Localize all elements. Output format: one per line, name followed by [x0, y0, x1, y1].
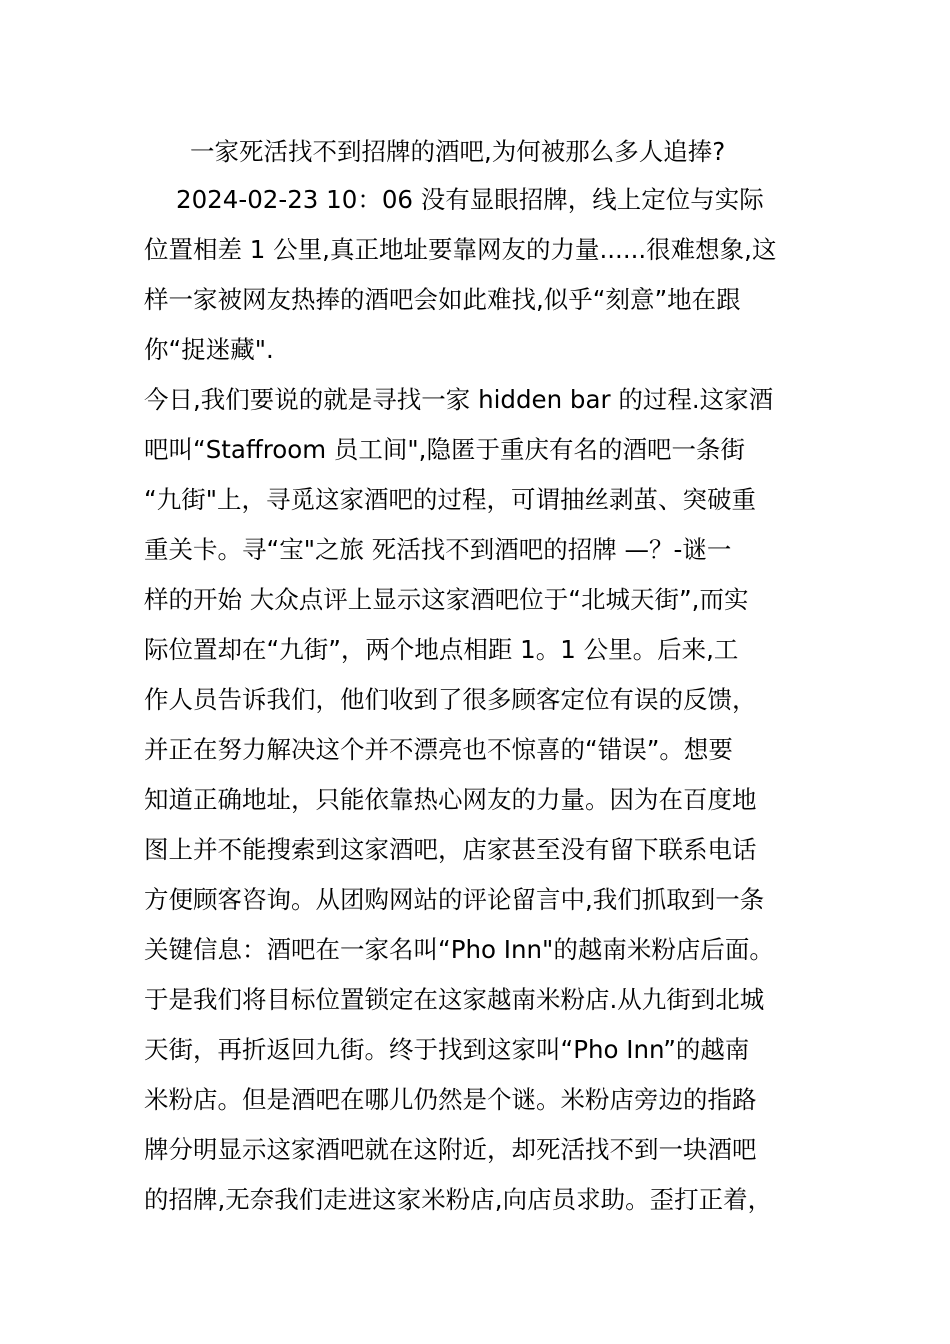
body-line: 位置相差 1 公里,真正地址要靠网友的力量......很难想象,这 [144, 235, 777, 264]
body-line: 牌分明显示这家酒吧就在这附近，却死活找不到一块酒吧 [144, 1135, 757, 1164]
body-line: 你“捉迷藏". [144, 335, 274, 364]
body-line: 吧叫“Staffroom 员工间",隐匿于重庆有名的酒吧一条街 [144, 435, 745, 464]
body-line: 2024-02-23 10：06 没有显眼招牌，线上定位与实际 [176, 185, 764, 214]
body-line: 的招牌,无奈我们走进这家米粉店,向店员求助。歪打正着， [144, 1185, 773, 1214]
body-line: 知道正确地址，只能依靠热心网友的力量。因为在百度地 [144, 785, 757, 814]
body-line: 关键信息：酒吧在一家名叫“Pho Inn"的越南米粉店后面。 [144, 935, 774, 964]
body-line: 于是我们将目标位置锁定在这家越南米粉店.从九街到北城 [144, 985, 765, 1014]
body-line: 天街，再折返回九街。终于找到这家叫“Pho Inn”的越南 [144, 1035, 750, 1064]
body-line: 米粉店。但是酒吧在哪儿仍然是个谜。米粉店旁边的指路 [144, 1085, 757, 1114]
body-line: 今日,我们要说的就是寻找一家 hidden bar 的过程.这家酒 [144, 385, 774, 414]
body-line: 方便顾客咨询。从团购网站的评论留言中,我们抓取到一条 [144, 885, 765, 914]
body-line: 图上并不能搜索到这家酒吧，店家甚至没有留下联系电话 [144, 835, 757, 864]
body-line: 重关卡。寻“宝"之旅 死活找不到酒吧的招牌 —？-谜一 [144, 535, 732, 564]
body-line: 样的开始 大众点评上显示这家酒吧位于“北城天街”,而实 [144, 585, 749, 614]
body-line: 作人员告诉我们，他们收到了很多顾客定位有误的反馈， [144, 685, 757, 714]
body-line: “九街"上，寻觅这家酒吧的过程，可谓抽丝剥茧、突破重 [144, 485, 756, 514]
body-line: 并正在努力解决这个并不漂亮也不惊喜的“错误”。想要 [144, 735, 733, 764]
body-line: 样一家被网友热捧的酒吧会如此难找,似乎“刻意”地在跟 [144, 285, 741, 314]
body-line: 际位置却在“九街”，两个地点相距 1。1 公里。后来,工 [144, 635, 739, 664]
article-title: 一家死活找不到招牌的酒吧,为何被那么多人追捧? [190, 137, 726, 166]
